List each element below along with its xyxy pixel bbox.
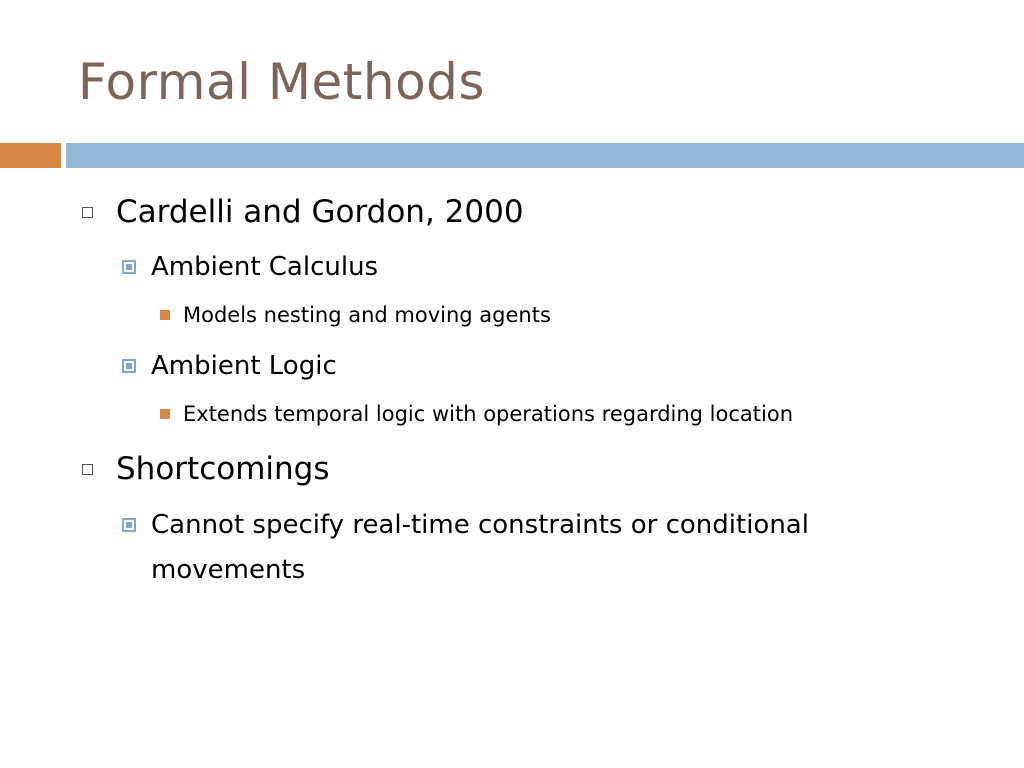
empty-square-bullet-icon: [82, 207, 93, 218]
bullet-text: Models nesting and moving agents: [183, 303, 551, 327]
bullet-text: Cannot specify real-time constraints or conditional: [151, 510, 809, 540]
square-bullet-icon: [122, 359, 136, 373]
bullet-item-level2: [122, 349, 337, 383]
slide-title: Formal Methods: [78, 53, 485, 111]
title-accent-bar: [0, 143, 61, 168]
empty-square-bullet-icon: [82, 464, 93, 475]
square-bullet-icon: [122, 260, 136, 274]
filled-square-bullet-icon: [160, 310, 170, 320]
filled-square-bullet-icon: [160, 409, 170, 419]
bullet-item-level1: [82, 449, 330, 489]
bullet-item-level2: [122, 250, 378, 284]
bullet-text: Cardelli and Gordon, 2000: [116, 194, 524, 230]
title-divider-bar: [66, 143, 1024, 168]
bullet-text: Ambient Calculus: [151, 252, 379, 282]
bullet-text: Shortcomings: [116, 451, 330, 487]
bullet-text: movements: [151, 555, 306, 585]
bullet-text: Ambient Logic: [151, 351, 337, 381]
bullet-item-level1: [82, 192, 524, 232]
bullet-text: Extends temporal logic with operations regarding location: [183, 402, 794, 426]
bullet-continuation-line: [151, 553, 305, 587]
bullet-item-level3: [160, 301, 551, 329]
square-bullet-icon: [122, 518, 136, 532]
bullet-item-level2: [122, 508, 809, 542]
bullet-item-level3: [160, 400, 793, 428]
